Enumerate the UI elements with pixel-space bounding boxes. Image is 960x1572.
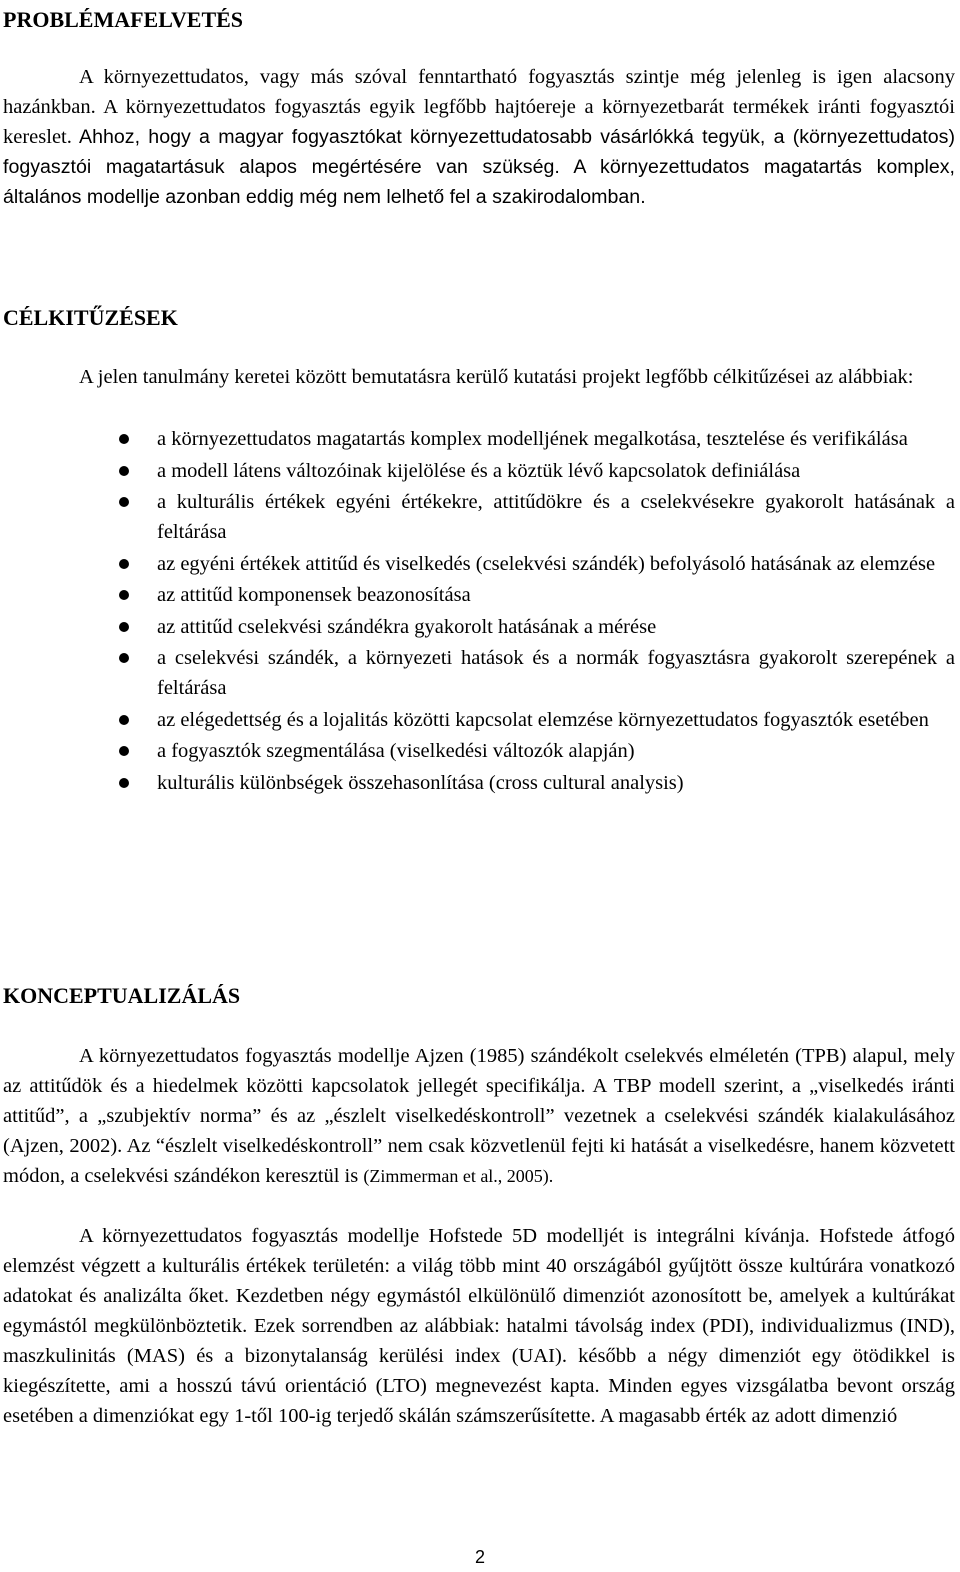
list-item [3,487,955,547]
list-item-text: az attitűd komponensek beazonosítása [157,584,471,606]
paragraph-problem [3,62,955,212]
list-item [3,705,955,735]
list-item [3,424,955,454]
page-number: 2 [474,1547,485,1567]
bullet-icon [119,653,129,663]
list-item-text: az attitűd cselekvési szándékra gyakorolt hatásának a mérése [157,615,657,638]
heading-goals: CÉLKITŰZÉSEK [3,305,178,330]
list-item-text: a fogyasztók szegmentálása (viselkedési változók alapján) [157,740,635,762]
heading-problem: PROBLÉMAFELVETÉS [3,7,244,32]
paragraph-goals-intro: A jelen tanulmány keretei között bemutatásra kerülő kutatási projekt legfőbb célkitűzései az alábbiak: [79,366,914,388]
list-item-text: a kulturális értékek egyéni értékekre, attitűdökre és a cselekvésekre gyakorolt hatásának a feltárása [157,491,955,543]
bullet-icon [119,434,129,444]
bullet-icon [119,590,129,600]
list-item [3,580,955,610]
paragraph-concept-1-main: A környezettudatos fogyasztás modellje Ajzen (1985) szándékolt cselekvés elméletén (TPB) alapul, mely az attitűdök és a hiedelmek közötti kapcsolatok jellegét specifikálja. A TBP modell szerint, a „viselkedés iránti attitűd”, a „szubjektív norma” és az „észlelt viselkedéskontroll” vezetnek a cselekvési szándék kialakulásához (Ajzen, 2002). Az “észlelt viselkedéskontroll” nem csak közvetlenül fejti ki hatását a viselkedésre, hanem közvetett módon, a cselekvési szándékon keresztül is [3,1045,955,1187]
paragraph-concept-2: A környezettudatos fogyasztás modellje Hofstede 5D modelljét is integrálni kívánja. Hofstede átfogó elemzést végzett a kulturális értékek területén: a világ több mint 40 országából gyűjtött össze kultúrára vonatkozó adatokat és analizálta őket. Kezdetben négy egymástól elkülönülő dimenziót azonosított be, amelyek a kultúrákat egymástól megkülönböztetik. Ezek sorrendben az alábbiak: hatalmi távolság index (PDI), individualizmus (IND), maszkulinitás (MAS) és a bizonytalanság kerülési index (UAI). később a négy dimenziót egy ötödikkel is kiegészítette, ami a hosszú távú orientáció (LTO) megnevezést kapta. Minden egyes vizsgálatba bevont ország esetében a dimenziókat egy 1-től 100-ig terjedő skálán számszerűsítette. A magasabb érték az adott dimenzió [3,1225,955,1427]
list-item [3,643,955,703]
list-item-text: az egyéni értékek attitűd és viselkedés (cselekvési szándék) befolyásoló hatásának az elemzése [157,552,936,575]
list-item-text: a modell látens változóinak kijelölése és a köztük lévő kapcsolatok definiálása [157,459,801,482]
list-item [3,612,955,642]
list-item-text: a környezettudatos magatartás komplex modelljének megalkotása, tesztelése és verifikálása [157,428,908,450]
bullet-icon [119,746,129,756]
bullet-icon [119,466,129,476]
list-item [3,736,955,766]
bullet-icon [119,778,129,788]
heading-concept: KONCEPTUALIZÁLÁS [3,983,241,1008]
bullet-icon [119,497,129,507]
paragraph-problem-part2: Ahhoz, hogy a magyar fogyasztókat környezettudatosabb vásárlókká tegyük, a (környezettudatos) fogyasztói magatartásuk alapos megértésére van szükség. A környezettudatos magatartás komplex, általános modellje azonban eddig még nem lelhető fel a szakirodalomban. [3,126,955,208]
list-item [3,768,955,798]
goals-list [3,424,955,799]
paragraph-problem-part1: A környezettudatos, vagy más szóval fenntartható fogyasztás szintje még jelenleg is igen alacsony hazánkban. A környezettudatos fogyasztás egyik legfőbb hajtóereje a környezetbarát termékek iránti fogyasztói kereslet. [3,66,955,148]
paragraph-concept-1 [3,1041,955,1191]
list-item-text: kulturális különbségek összehasonlítása (cross cultural analysis) [157,771,684,794]
bullet-icon [119,622,129,632]
list-item [3,456,955,486]
list-item-text: az elégedettség és a lojalitás közötti kapcsolat elemzése környezettudatos fogyasztók esetében [157,708,929,731]
list-item [3,549,955,579]
citation: (Zimmerman et al., 2005). [363,1166,554,1186]
bullet-icon [119,559,129,569]
list-item-text: a cselekvési szándék, a környezeti hatások és a normák fogyasztásra gyakorolt szerepének a feltárása [157,647,955,699]
bullet-icon [119,715,129,725]
